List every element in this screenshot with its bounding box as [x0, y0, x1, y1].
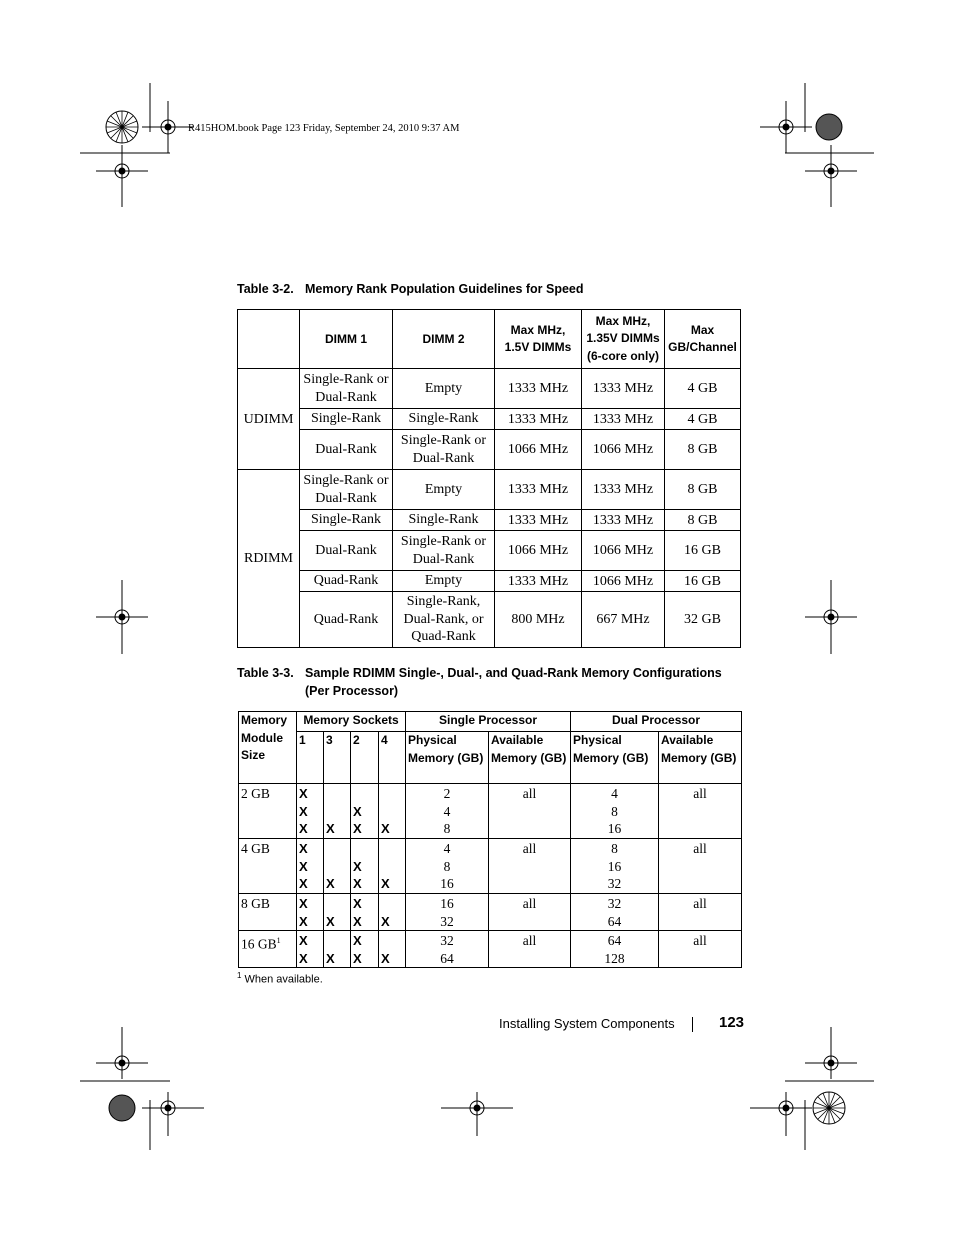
table2-row	[238, 571, 741, 592]
table3-cell-dual-physical: 32 64	[571, 894, 659, 931]
table3-cell-dual-available: all	[659, 931, 742, 968]
table3-cell-single-available: all	[489, 931, 571, 968]
table2-cell-max-gb: 32 GB	[665, 592, 741, 648]
table3-header-socket-3: 3	[324, 732, 351, 784]
rdimm-configurations-table	[238, 711, 742, 968]
table2-row	[238, 531, 741, 571]
table3-header-dual-available: Available Memory (GB)	[659, 732, 742, 784]
table2-header-blank	[238, 310, 300, 369]
table2-cell-max-gb: 16 GB	[665, 531, 741, 571]
table3-row	[239, 784, 742, 839]
table3-header-single-physical: Physical Memory (GB)	[406, 732, 489, 784]
table3-cell-single-available: all	[489, 839, 571, 894]
table3-header-memory-sockets: Memory Sockets	[297, 712, 406, 732]
table2-header-max-gb: Max GB/Channel	[665, 310, 741, 369]
table3-cell-dual-physical: 64 128	[571, 931, 659, 968]
table2-cell-dimm2: Single-Rank, Dual-Rank, or Quad-Rank	[393, 592, 495, 648]
table2-caption	[237, 282, 584, 296]
table3-header-single-available: Available Memory (GB)	[489, 732, 571, 784]
table3-cell-socket-1: X X X	[297, 784, 324, 839]
table3-cell-socket-1: X X	[297, 931, 324, 968]
table2-cell-max-gb: 8 GB	[665, 510, 741, 531]
table2-row	[238, 592, 741, 648]
table2-cell-max-15v: 1066 MHz	[495, 531, 582, 571]
table3-cell-dual-physical: 8 16 32	[571, 839, 659, 894]
table2-cell-dimm1: Single-Rank	[300, 510, 393, 531]
table3-cell-module-size: 8 GB	[239, 894, 297, 931]
table2-row	[238, 510, 741, 531]
table2-cell-max-135v: 667 MHz	[582, 592, 665, 648]
table2-body	[238, 369, 741, 648]
table3-cell-socket-3: X	[324, 784, 351, 839]
footnote-text: When available.	[241, 973, 323, 986]
table3-body	[239, 784, 742, 968]
table2-cell-dimm1: Single-Rank or Dual-Rank	[300, 470, 393, 510]
table3-header-row2	[239, 732, 742, 784]
table3-cell-single-available: all	[489, 894, 571, 931]
table2-cell-max-15v: 1333 MHz	[495, 470, 582, 510]
table2-group-label: RDIMM	[238, 470, 300, 648]
table2-cell-max-15v: 1066 MHz	[495, 430, 582, 470]
table3-header-single-processor: Single Processor	[406, 712, 571, 732]
table2-cell-dimm2: Empty	[393, 369, 495, 409]
table3-footnote	[237, 971, 323, 986]
table2-cell-max-gb: 4 GB	[665, 409, 741, 430]
table2-cell-max-gb: 8 GB	[665, 470, 741, 510]
table2-row	[238, 369, 741, 409]
table2-cell-max-135v: 1333 MHz	[582, 409, 665, 430]
table3-cell-socket-3: X	[324, 894, 351, 931]
table3-cell-socket-3: X	[324, 931, 351, 968]
table3-cell-module-size: 4 GB	[239, 839, 297, 894]
table2-row	[238, 430, 741, 470]
table3-cell-socket-1: X X	[297, 894, 324, 931]
table3-cell-single-physical: 16 32	[406, 894, 489, 931]
table3-cell-single-physical: 4 8 16	[406, 839, 489, 894]
table2-cell-dimm1: Dual-Rank	[300, 531, 393, 571]
table2-title: Memory Rank Population Guidelines for Speed	[305, 282, 584, 296]
table3-cell-single-physical: 2 4 8	[406, 784, 489, 839]
table2-cell-max-gb: 8 GB	[665, 430, 741, 470]
table3-cell-socket-2: X X	[351, 839, 379, 894]
table3-cell-socket-3: X	[324, 839, 351, 894]
table3-header-socket-1: 1	[297, 732, 324, 784]
table3-header-dual-processor: Dual Processor	[571, 712, 742, 732]
table3-caption	[237, 666, 722, 698]
table3-header-socket-2: 2	[351, 732, 379, 784]
table2-cell-dimm2: Empty	[393, 571, 495, 592]
table2-cell-dimm2: Single-Rank	[393, 510, 495, 531]
footer-section-title: Installing System Components	[499, 1016, 675, 1031]
table3-header-row1	[239, 712, 742, 732]
table3-cell-socket-2: X X	[351, 931, 379, 968]
table3-header-dual-physical: Physical Memory (GB)	[571, 732, 659, 784]
table2-number: Table 3-2.	[237, 282, 294, 296]
table2-cell-dimm1: Quad-Rank	[300, 592, 393, 648]
table3-cell-dual-physical: 4 8 16	[571, 784, 659, 839]
table2-cell-max-15v: 1333 MHz	[495, 510, 582, 531]
table2-row	[238, 409, 741, 430]
table2-group-label: UDIMM	[238, 369, 300, 470]
footnote-marker: 1	[237, 971, 242, 980]
table2-cell-max-135v: 1066 MHz	[582, 430, 665, 470]
footer-divider	[692, 1017, 693, 1032]
table2-cell-max-135v: 1333 MHz	[582, 510, 665, 531]
table2-cell-max-135v: 1333 MHz	[582, 369, 665, 409]
table3-title-line2: (Per Processor)	[305, 684, 399, 698]
table3-cell-socket-2: X X	[351, 784, 379, 839]
table3-header-socket-4: 4	[379, 732, 406, 784]
table3-cell-socket-4: X	[379, 894, 406, 931]
table3-cell-dual-available: all	[659, 784, 742, 839]
table3-cell-module-size: 2 GB	[239, 784, 297, 839]
memory-rank-population-table	[237, 309, 741, 648]
footnote-marker: 1	[276, 936, 281, 945]
table3-cell-single-physical: 32 64	[406, 931, 489, 968]
table3-cell-socket-4: X	[379, 839, 406, 894]
table2-cell-dimm1: Dual-Rank	[300, 430, 393, 470]
table2-cell-dimm2: Single-Rank or Dual-Rank	[393, 531, 495, 571]
table2-cell-dimm2: Empty	[393, 470, 495, 510]
table2-header-max-135v: Max MHz, 1.35V DIMMs (6-core only)	[582, 310, 665, 369]
table3-row	[239, 931, 742, 968]
table2-cell-dimm2: Single-Rank	[393, 409, 495, 430]
table2-header-row	[238, 310, 741, 369]
table2-cell-max-15v: 800 MHz	[495, 592, 582, 648]
table3-cell-single-available: all	[489, 784, 571, 839]
table3-number: Table 3-3.	[237, 666, 294, 680]
table2-cell-max-15v: 1333 MHz	[495, 409, 582, 430]
table3-cell-socket-2: X X	[351, 894, 379, 931]
table2-cell-dimm1: Single-Rank	[300, 409, 393, 430]
table2-cell-dimm2: Single-Rank or Dual-Rank	[393, 430, 495, 470]
table2-cell-max-15v: 1333 MHz	[495, 571, 582, 592]
table3-row	[239, 839, 742, 894]
table2-cell-max-135v: 1066 MHz	[582, 531, 665, 571]
book-header: R415HOM.book Page 123 Friday, September 24, 2010 9:37 AM	[188, 123, 460, 134]
table3-cell-socket-1: X X X	[297, 839, 324, 894]
table3-title-line1: Sample RDIMM Single-, Dual-, and Quad-Rank Memory Configurations	[305, 666, 722, 680]
table3-header-module-size: Memory Module Size	[239, 712, 297, 784]
table3-cell-socket-4: X	[379, 784, 406, 839]
table3-row	[239, 894, 742, 931]
table3-cell-socket-4: X	[379, 931, 406, 968]
table2-header-max-15v: Max MHz, 1.5V DIMMs	[495, 310, 582, 369]
table2-cell-dimm1: Quad-Rank	[300, 571, 393, 592]
table2-header-dimm1: DIMM 1	[300, 310, 393, 369]
table3-cell-dual-available: all	[659, 894, 742, 931]
table3-cell-dual-available: all	[659, 839, 742, 894]
table2-cell-max-135v: 1333 MHz	[582, 470, 665, 510]
table2-cell-max-gb: 4 GB	[665, 369, 741, 409]
page-number: 123	[719, 1014, 745, 1031]
table2-row	[238, 470, 741, 510]
table2-header-dimm2: DIMM 2	[393, 310, 495, 369]
table2-cell-max-gb: 16 GB	[665, 571, 741, 592]
table2-cell-max-15v: 1333 MHz	[495, 369, 582, 409]
table2-cell-max-135v: 1066 MHz	[582, 571, 665, 592]
table3-cell-module-size: 16 $GB^1$	[239, 931, 297, 968]
table2-cell-dimm1: Single-Rank or Dual-Rank	[300, 369, 393, 409]
